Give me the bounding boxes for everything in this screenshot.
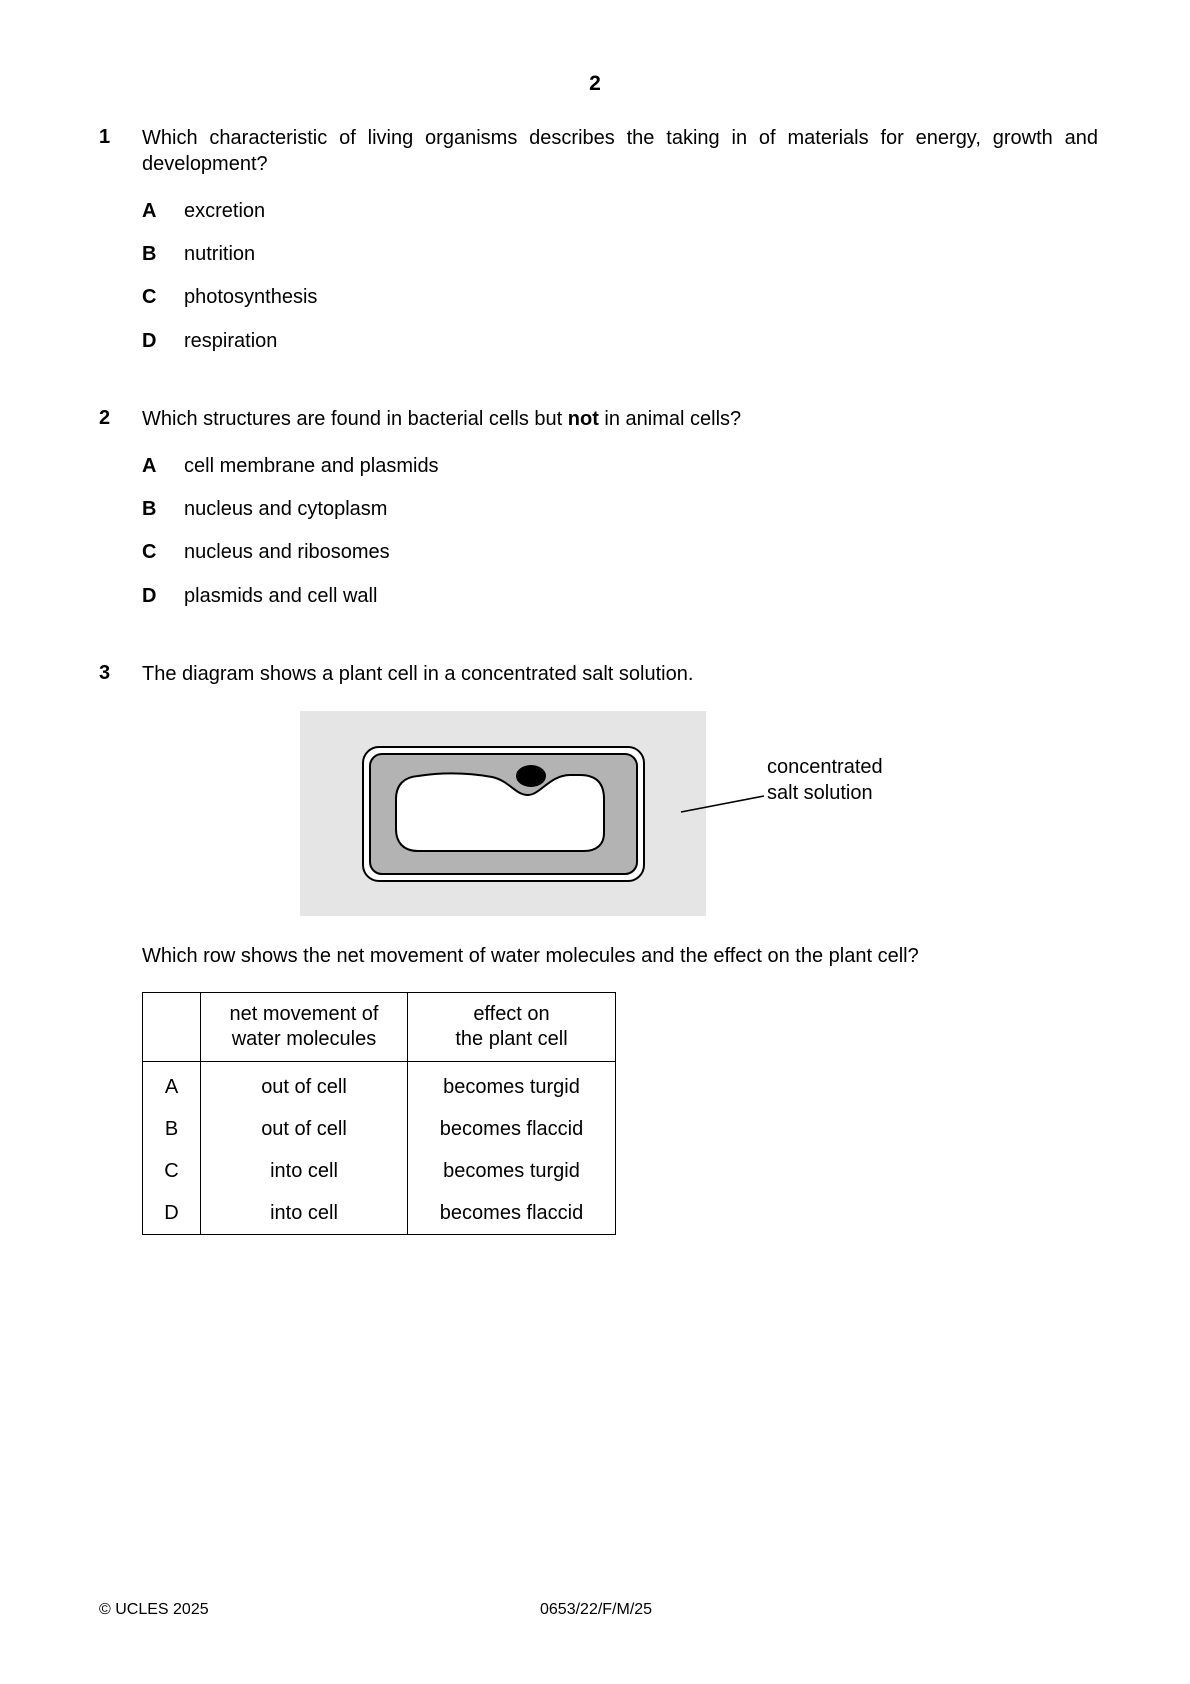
- option-letter: C: [142, 541, 157, 563]
- row-letter: A: [143, 1062, 201, 1109]
- row-movement: into cell: [201, 1150, 408, 1192]
- question-1-option-b: [142, 241, 255, 267]
- row-effect: becomes turgid: [408, 1150, 616, 1192]
- table-row: [143, 1062, 616, 1109]
- question-2-option-d: [142, 583, 377, 609]
- footer-paper-code: 0653/22/F/M/25: [540, 1601, 653, 1618]
- row-movement: out of cell: [201, 1062, 408, 1109]
- option-letter: A: [142, 455, 157, 477]
- table-header-blank: [143, 993, 201, 1062]
- question-3-number: 3: [99, 662, 111, 684]
- diagram-label: [767, 754, 883, 806]
- option-letter: C: [142, 286, 157, 308]
- question-1-number: 1: [99, 126, 111, 148]
- row-letter: D: [143, 1192, 201, 1235]
- plant-cell-diagram: [300, 711, 706, 916]
- question-1-option-d: [142, 328, 277, 354]
- table-row: [143, 1108, 616, 1150]
- question-2-text-after: in animal cells?: [598, 408, 742, 430]
- table-header-movement: net movement of water molecules: [201, 993, 408, 1062]
- option-text: respiration: [184, 330, 278, 352]
- row-effect: becomes flaccid: [408, 1192, 616, 1235]
- option-letter: D: [142, 330, 157, 352]
- question-1-option-a: [142, 198, 265, 224]
- table-header-effect: effect on the plant cell: [408, 993, 616, 1062]
- diagram-label-line-2: salt solution: [767, 782, 873, 804]
- option-letter: A: [142, 200, 157, 222]
- question-2-text-bold: not: [567, 408, 599, 430]
- option-text: cell membrane and plasmids: [184, 455, 439, 477]
- row-movement: out of cell: [201, 1108, 408, 1150]
- row-letter: C: [143, 1150, 201, 1192]
- row-movement: into cell: [201, 1192, 408, 1235]
- question-3-text: The diagram shows a plant cell in a concentrated salt solution.: [142, 663, 694, 685]
- answer-table: [142, 992, 616, 1235]
- nucleus: [516, 765, 546, 787]
- question-2-option-b: [142, 496, 387, 522]
- question-2-option-c: [142, 539, 390, 565]
- question-2-number: 2: [99, 407, 111, 429]
- diagram-label-line-1: concentrated: [767, 756, 883, 778]
- question-2-text: [142, 406, 1098, 432]
- footer-copyright: © UCLES 2025: [99, 1601, 209, 1618]
- option-text: excretion: [184, 200, 266, 222]
- option-letter: D: [142, 585, 157, 607]
- option-text: nucleus and cytoplasm: [184, 498, 388, 520]
- plant-cell-illustration: [300, 711, 706, 916]
- table-row: [143, 1150, 616, 1192]
- row-effect: becomes turgid: [408, 1062, 616, 1109]
- question-2-option-a: [142, 453, 439, 479]
- row-letter: B: [143, 1108, 201, 1150]
- option-letter: B: [142, 243, 157, 265]
- row-effect: becomes flaccid: [408, 1108, 616, 1150]
- option-text: nutrition: [184, 243, 256, 265]
- question-2-text-before: Which structures are found in bacterial cells but: [142, 408, 568, 430]
- question-1-text: Which characteristic of living organisms describes the taking in of materials for energy, growth and development?: [142, 127, 1098, 175]
- option-letter: B: [142, 498, 157, 520]
- option-text: photosynthesis: [184, 286, 318, 308]
- question-3-prompt: Which row shows the net movement of water molecules and the effect on the plant cell?: [142, 945, 919, 967]
- page-number: 2: [589, 72, 601, 95]
- vacuole: [396, 773, 604, 851]
- option-text: nucleus and ribosomes: [184, 541, 390, 563]
- option-text: plasmids and cell wall: [184, 585, 378, 607]
- question-1-option-c: [142, 284, 317, 310]
- table-row: [143, 1192, 616, 1235]
